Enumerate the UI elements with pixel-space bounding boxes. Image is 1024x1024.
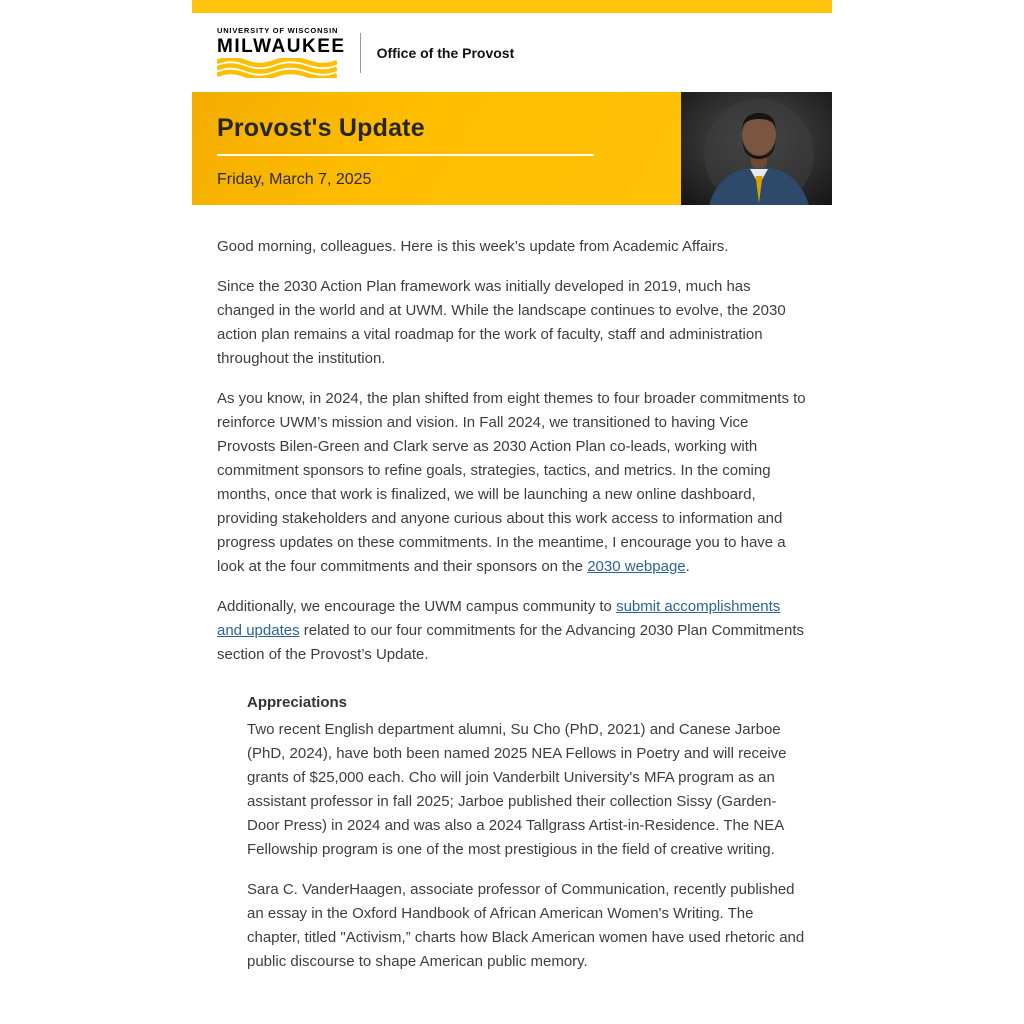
paragraph-commitments xyxy=(217,387,808,579)
newsletter-body xyxy=(192,205,832,1024)
banner-text xyxy=(192,92,681,205)
provost-portrait-photo xyxy=(681,92,832,205)
banner xyxy=(192,92,832,205)
top-accent-bar xyxy=(192,0,832,13)
appreciations-paragraph-nea: Two recent English department alumni, Su Cho (PhD, 2021) and Canese Jarboe (PhD, 2024), have both been named 2025 NEA Fellows in Poetry and will receive grants of $25,000 each. Cho will join Vanderbilt University's MFA program as an assistant professor in fall 2025; Jarboe published their collection Sissy (Garden-Door Press) in 2024 and was also a 2024 Tallgrass Artist-in-Residence. The NEA Fellowship program is one of the most prestigious in the field of creative writing. xyxy=(247,721,787,858)
office-name: Office of the Provost xyxy=(376,44,515,61)
appreciations-paragraph-vanderhaagen: Sara C. VanderHaagen, associate professor of Communication, recently published an essay in the Oxford Handbook of African American Women's Writing. The chapter, titled "Activism,” charts how Black American women have used rhetoric and public discourse to shape American public memory. xyxy=(247,881,805,970)
paragraph-submit-text: Additionally, we encourage the UWM campus community to xyxy=(217,598,617,615)
paragraph-submit xyxy=(217,595,808,667)
header xyxy=(192,13,832,92)
appreciations-heading: Appreciations xyxy=(247,694,348,711)
page-title: Provost's Update xyxy=(217,114,425,142)
paragraph-action-plan-intro: Since the 2030 Action Plan framework was initially developed in 2019, much has changed in the world and at UWM. While the landscape continues to evolve, the 2030 action plan remains a vital roadmap for the work of faculty, staff and administration throughout the institution. xyxy=(217,278,786,367)
email-container xyxy=(192,0,832,1024)
paragraph-submit-end: related to our four commitments for the Advancing 2030 Plan Commitments section of the Provost’s Update. xyxy=(217,622,804,663)
appreciations-section xyxy=(247,691,808,974)
paragraph-greeting: Good morning, colleagues. Here is this week’s update from Academic Affairs. xyxy=(217,238,729,255)
uwm-logo[interactable] xyxy=(217,27,346,78)
banner-date: Friday, March 7, 2025 xyxy=(217,171,372,188)
banner-underline xyxy=(217,154,594,156)
logo-university-text: UNIVERSITY OF WISCONSIN xyxy=(217,26,339,36)
paragraph-commitments-text: As you know, in 2024, the plan shifted from eight themes to four broader commitments to reinforce UWM’s mission and vision. In Fall 2024, we transitioned to having Vice Provosts Bilen-Green and Clark serve as 2030 Action Plan co-leads, working with commitment sponsors to refine goals, strategies, tactics, and metrics. In the coming months, once that work is finalized, we will be launching a new online dashboard, providing stakeholders and anyone curious about this work access to information and progress updates on these commitments. In the meantime, I encourage you to have a look at the four commitments and their sponsors on the xyxy=(217,390,806,575)
link-submit-accomplishments[interactable]: submit accomplishments and updates xyxy=(217,598,781,639)
link-2030-webpage[interactable]: 2030 webpage xyxy=(587,558,686,575)
paragraph-commitments-end: . xyxy=(685,558,690,575)
logo-milwaukee-text: MILWAUKEE xyxy=(217,35,346,57)
header-divider xyxy=(360,33,361,73)
logo-wave-icon xyxy=(217,58,337,78)
